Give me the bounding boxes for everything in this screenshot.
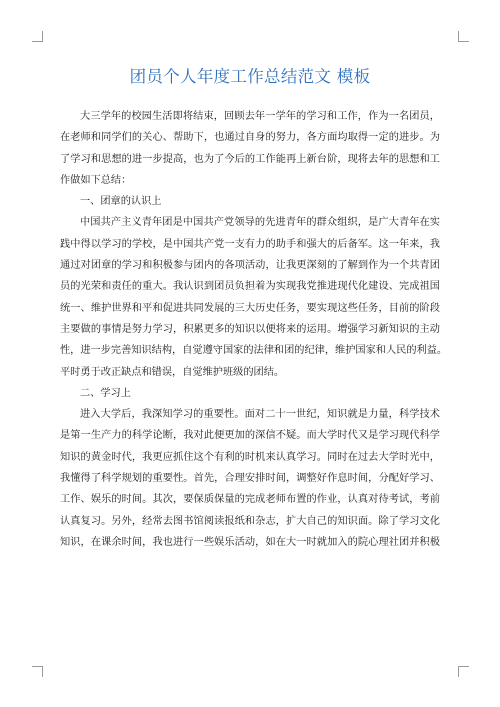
line-text: 进入大学后，我深知学习的重要性。面对二十一世纪，知识就是力量，科学技术	[80, 409, 440, 421]
line-text: 作做如下总结：	[60, 174, 132, 186]
document-title: 团员个人年度工作总结范文 模板	[129, 67, 371, 86]
paragraph-line	[60, 404, 440, 425]
line-text: 我懂得了科学规划的重要性。首先，合理安排时间，调整好作息时间，分配好学习、	[60, 473, 440, 485]
crop-mark-top-right	[458, 31, 469, 42]
line-text: 员的光荣和责任的重大。我认识到团员负担着为实现我党推进现代化建设、完成祖国	[60, 281, 440, 293]
paragraph-line	[60, 532, 440, 553]
line-text: 是第一生产力的科学论断，我对此便更加的深信不疑。而大学时代又是学习现代科学	[60, 430, 440, 442]
paragraph-line	[60, 212, 440, 233]
line-text: 认真复习。另外，经常去图书馆阅读报纸和杂志，扩大自己的知识面。除了学习文化	[60, 515, 440, 527]
crop-mark-bottom-right	[458, 666, 469, 677]
crop-mark-top-left	[32, 31, 43, 42]
paragraph-line	[60, 447, 440, 468]
paragraph-line	[60, 127, 440, 148]
line-text: 在老师和同学们的关心、帮助下，也通过自身的努力，各方面均取得一定的进步。为	[60, 132, 440, 144]
paragraph-line	[60, 298, 440, 319]
line-text: 知识的黄金时代，我更应抓住这个有利的时机来认真学习。同时在过去大学时光中，	[60, 451, 440, 463]
line-text: 中国共产主义青年团是中国共产党领导的先进青年的群众组织，是广大青年在实	[80, 217, 440, 229]
paragraph-line	[60, 106, 440, 127]
paragraph-line	[60, 340, 448, 361]
paragraph-line	[60, 489, 440, 510]
paragraph-line	[60, 511, 440, 532]
line-text: 知识，在课余时间，我也进行一些娱乐活动，如在大一时就加入的院心理社团并积极	[60, 536, 440, 548]
section-heading	[60, 191, 440, 212]
paragraph-line	[60, 362, 440, 383]
paragraph-line	[60, 255, 440, 276]
crop-mark-bottom-left	[32, 666, 43, 677]
line-text: 了学习和思想的进一步提高，也为了今后的工作能再上新台阶，现将去年的思想和工	[60, 153, 440, 165]
line-text: 一、团章的认识上	[80, 196, 162, 208]
line-text: 工作、娱乐的时间。其次，要保质保量的完成老师布置的作业，认真对待考试，考前	[60, 494, 440, 506]
line-text: 平时勇于改正缺点和错误，自觉维护班级的团结。	[60, 366, 285, 378]
line-text: 二、学习上	[80, 387, 131, 399]
line-text: 统一、维护世界和平和促进共同发展的三大历史任务，要实现这些任务，目前的阶段	[60, 302, 440, 314]
paragraph-line	[60, 319, 440, 340]
paragraph-line	[60, 425, 440, 446]
section-heading	[60, 383, 440, 404]
line-text: 大三学年的校园生活即将结束，回顾去年一学年的学习和工作，作为一名团员，	[80, 111, 440, 122]
paragraph-line	[60, 234, 440, 255]
line-text: 践中得以学习的学校，是中国共产党一支有力的助手和强大的后备军。这一年来，我	[60, 238, 440, 250]
paragraph-line	[60, 170, 440, 191]
paragraph-line	[60, 468, 440, 489]
line-text: 性，进一步完善知识结构，自觉遵守国家的法律和团的纪律，维护国家和人民的利益。	[60, 345, 448, 357]
paragraph-line	[60, 149, 440, 170]
line-text: 主要做的事情是努力学习，积累更多的知识以便将来的运用。增强学习新知识的主动	[60, 323, 440, 335]
document-body	[60, 106, 448, 553]
paragraph-line	[60, 276, 440, 297]
line-text: 通过对团章的学习和积极参与团内的各项活动，让我更深刻的了解到作为一个共青团	[60, 260, 440, 272]
